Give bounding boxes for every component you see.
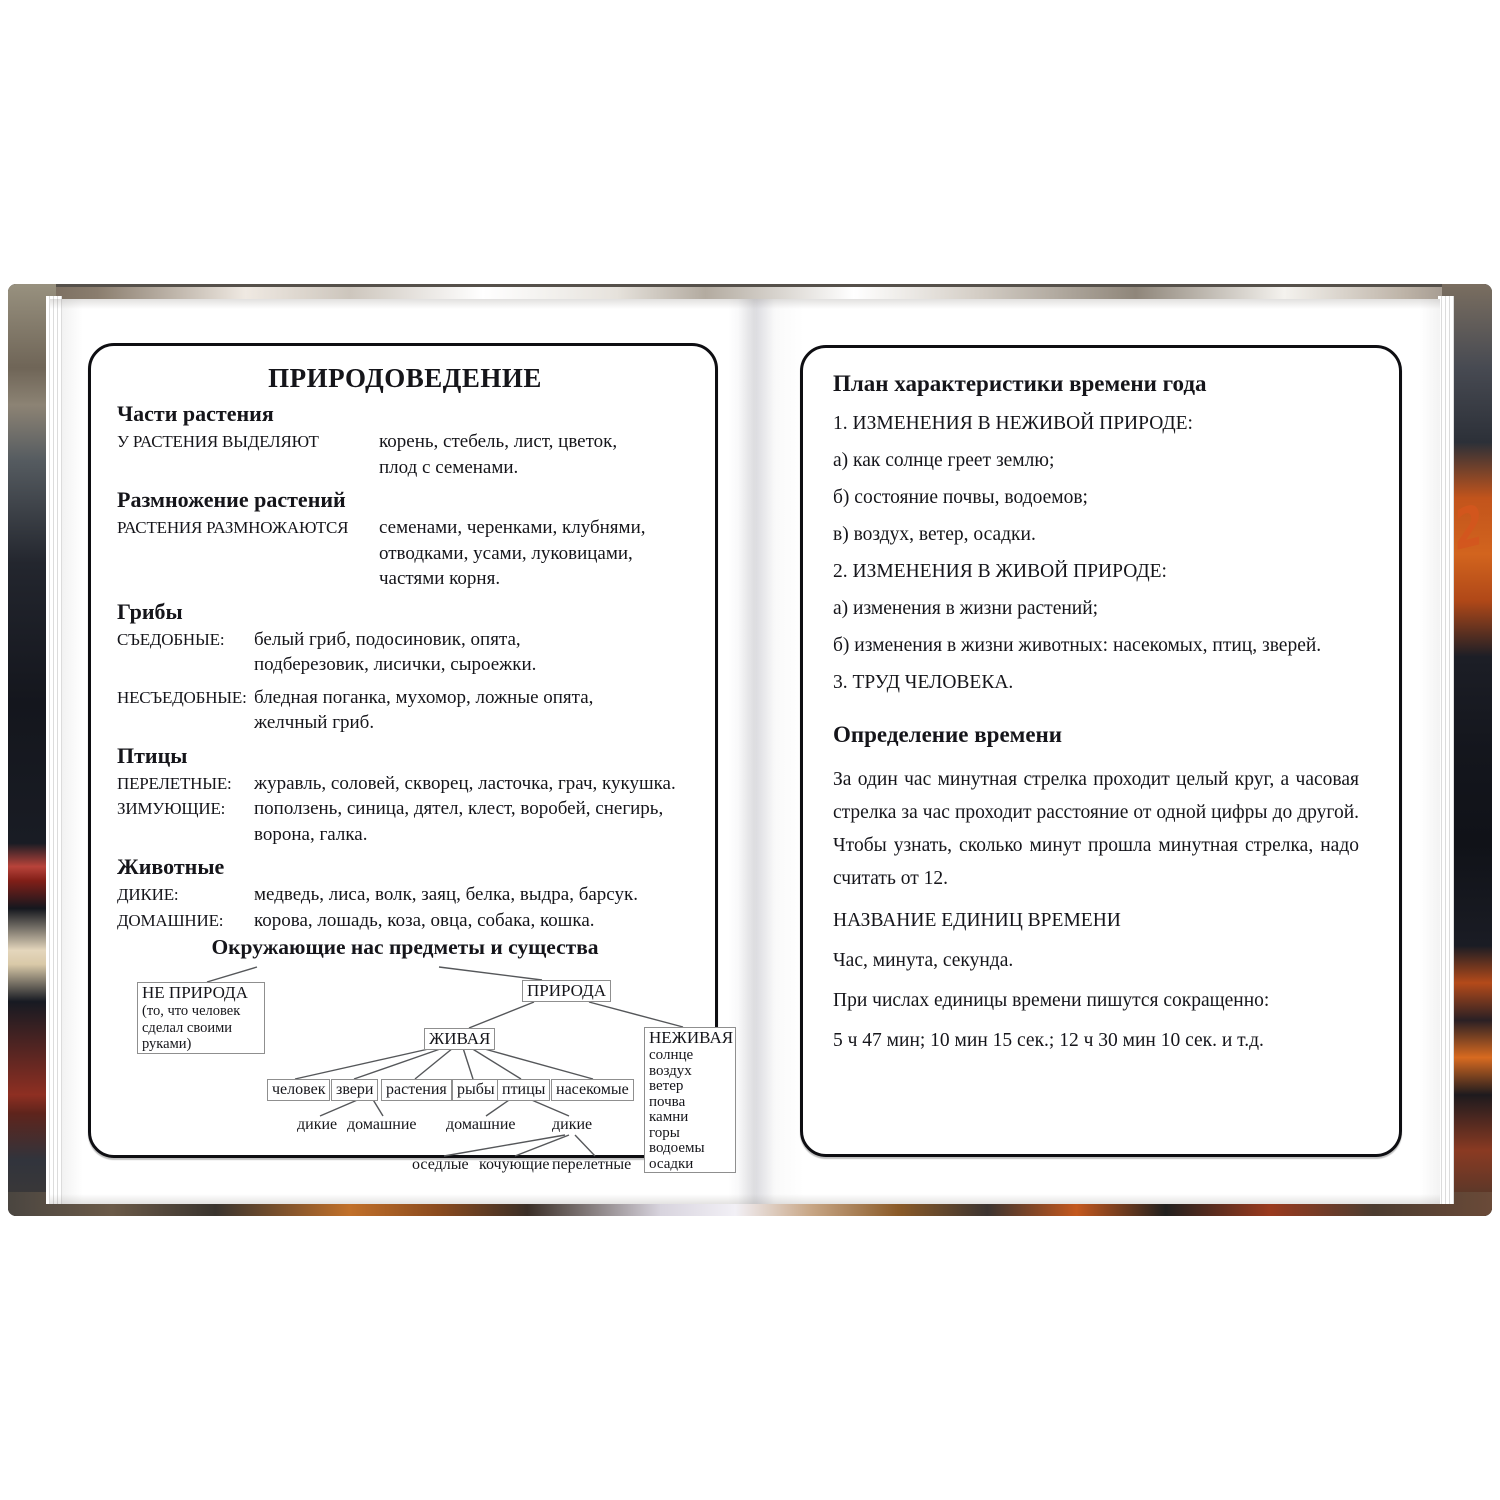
nonliving-items: солнце воздух ветер почва камни горы водоемы осадки — [649, 1047, 705, 1172]
definition-row — [117, 685, 693, 736]
row-value: журавль, соловей, скворец, ласточка, грач, кукушка. — [254, 772, 676, 794]
diagram-label-migratory: перелетные — [552, 1156, 632, 1173]
row-label: ПЕРЕЛЕТНЫЕ: — [117, 773, 232, 793]
row-label: НЕСЪЕДОБНЫЕ: — [117, 687, 247, 707]
diagram-node-nonliving: НЕЖИВАЯ солнце воздух ветер почва камни горы водоемы осадки — [644, 1027, 736, 1173]
definition-row — [117, 908, 693, 934]
definition-row — [117, 771, 693, 797]
time-paragraph: За один час минутная стрелка проходит целый круг, а часовая стрелка за час проходит расстояние от одной цифры до другой. Чтобы узнать, сколько минут прошла минутная стрелка, надо считать от 12. — [833, 769, 1359, 889]
plan-item: а) как солнце греет землю; — [833, 450, 1055, 471]
page-stack-edge-left — [46, 296, 62, 1204]
row-label: СЪЕДОБНЫЕ: — [117, 629, 225, 649]
time-units: Час, минута, секунда. — [833, 950, 1014, 971]
plan-item: 1. ИЗМЕНЕНИЯ В НЕЖИВОЙ ПРИРОДЕ: — [833, 413, 1193, 434]
time-abbrev-examples: 5 ч 47 мин; 10 мин 15 сек.; 12 ч 30 мин 10 сек. и т.д. — [833, 1030, 1264, 1051]
row-value: бледная поганка, мухомор, ложные опята, желчный гриб. — [254, 686, 594, 733]
diagram-title: Окружающие нас предметы и существа — [211, 935, 599, 959]
section-heading: Части растения — [117, 401, 274, 426]
time-title: Определение времени — [833, 722, 1063, 747]
right-content-frame — [800, 345, 1402, 1157]
section-animals — [117, 854, 693, 933]
diagram-node-not-nature: НЕ ПРИРОДА (то, что человек сделал своими руками) — [137, 982, 265, 1054]
plan-item: 2. ИЗМЕНЕНИЯ В ЖИВОЙ ПРИРОДЕ: — [833, 561, 1167, 582]
definition-row — [117, 515, 693, 592]
row-value: поползень, синица, дятел, клест, воробей, снегирь, ворона, галка. — [254, 798, 664, 845]
row-label: РАСТЕНИЯ РАЗМНОЖАЮТСЯ — [117, 518, 349, 537]
row-value: корова, лошадь, коза, овца, собака, кошка. — [254, 909, 595, 931]
section-heading: Размножение растений — [117, 487, 346, 512]
diagram-label-nomadic: кочующие — [479, 1156, 550, 1173]
time-abbrev-intro: При числах единицы времени пишутся сокращенно: — [833, 990, 1270, 1011]
plan-title: План характеристики времени года — [833, 371, 1207, 396]
row-label: ЗИМУЮЩИЕ: — [117, 799, 226, 818]
cover-art-numeral: 2 — [1454, 492, 1483, 565]
diagram-node-insects: насекомые — [551, 1079, 634, 1101]
row-value: белый гриб, подосиновик, опята, подберезовик, лисички, сыроежки. — [254, 628, 537, 675]
diagram-node-fish: рыбы — [452, 1079, 500, 1101]
diagram-node-birds: птицы — [497, 1079, 550, 1101]
page-title: ПРИРОДОВЕДЕНИЕ — [268, 363, 542, 393]
not-nature-note: (то, что человек сделал своими руками) — [142, 1003, 241, 1052]
diagram-label-wild-beasts: дикие — [297, 1116, 338, 1133]
diagram-node-plants: растения — [381, 1079, 452, 1101]
row-value: корень, стебель, лист, цветок, плод с семенами. — [379, 431, 618, 478]
row-value: медведь, лиса, волк, заяц, белка, выдра, барсук. — [254, 884, 638, 905]
plan-item: 3. ТРУД ЧЕЛОВЕКА. — [833, 672, 1014, 693]
classification-diagram — [117, 935, 734, 1187]
plan-item: б) состояние почвы, водоемов; — [833, 487, 1088, 508]
diagram-label-sedentary: оседлые — [412, 1156, 469, 1173]
plan-item: а) изменения в жизни растений; — [833, 598, 1099, 619]
page-stack-edge-right — [1438, 296, 1454, 1204]
section-birds — [117, 743, 693, 848]
section-mushrooms — [117, 599, 693, 736]
time-units-heading: НАЗВАНИЕ ЕДИНИЦ ВРЕМЕНИ — [833, 910, 1121, 931]
diagram-node-beasts: звери — [331, 1079, 378, 1101]
row-label: ДОМАШНИЕ: — [117, 910, 224, 930]
definition-row — [117, 627, 693, 678]
center-fold-shadow — [738, 299, 774, 1204]
section-heading: Грибы — [117, 598, 183, 624]
diagram-label-domestic-birds: домашние — [446, 1116, 516, 1133]
section-plant-reproduction — [117, 487, 693, 592]
row-value: семенами, черенками, клубнями, отводками, усами, луковицами, частями корня. — [379, 517, 646, 589]
left-content-frame — [88, 343, 734, 1173]
definition-row — [117, 882, 693, 908]
diagram-label-wild-birds: дикие — [552, 1116, 593, 1133]
diagram-node-human: человек — [267, 1079, 330, 1101]
row-label: У РАСТЕНИЯ ВЫДЕЛЯЮТ — [117, 432, 319, 451]
definition-row — [117, 429, 693, 480]
diagram-node-living: ЖИВАЯ — [424, 1028, 495, 1050]
diagram-connector-lines — [117, 935, 695, 1187]
section-heading: Птицы — [117, 742, 188, 768]
definition-row — [117, 796, 693, 847]
section-plant-parts — [117, 401, 693, 480]
page-top-shadow — [50, 299, 1440, 309]
row-label: ДИКИЕ: — [117, 885, 179, 904]
section-heading: Животные — [117, 854, 225, 879]
plan-item: б) изменения в жизни животных: насекомых, птиц, зверей. — [833, 635, 1322, 656]
diagram-node-nature: ПРИРОДА — [522, 980, 611, 1002]
plan-item: в) воздух, ветер, осадки. — [833, 524, 1036, 545]
page-bottom-shadow — [50, 1194, 1440, 1204]
diagram-label-domestic-beasts: домашние — [347, 1116, 417, 1133]
